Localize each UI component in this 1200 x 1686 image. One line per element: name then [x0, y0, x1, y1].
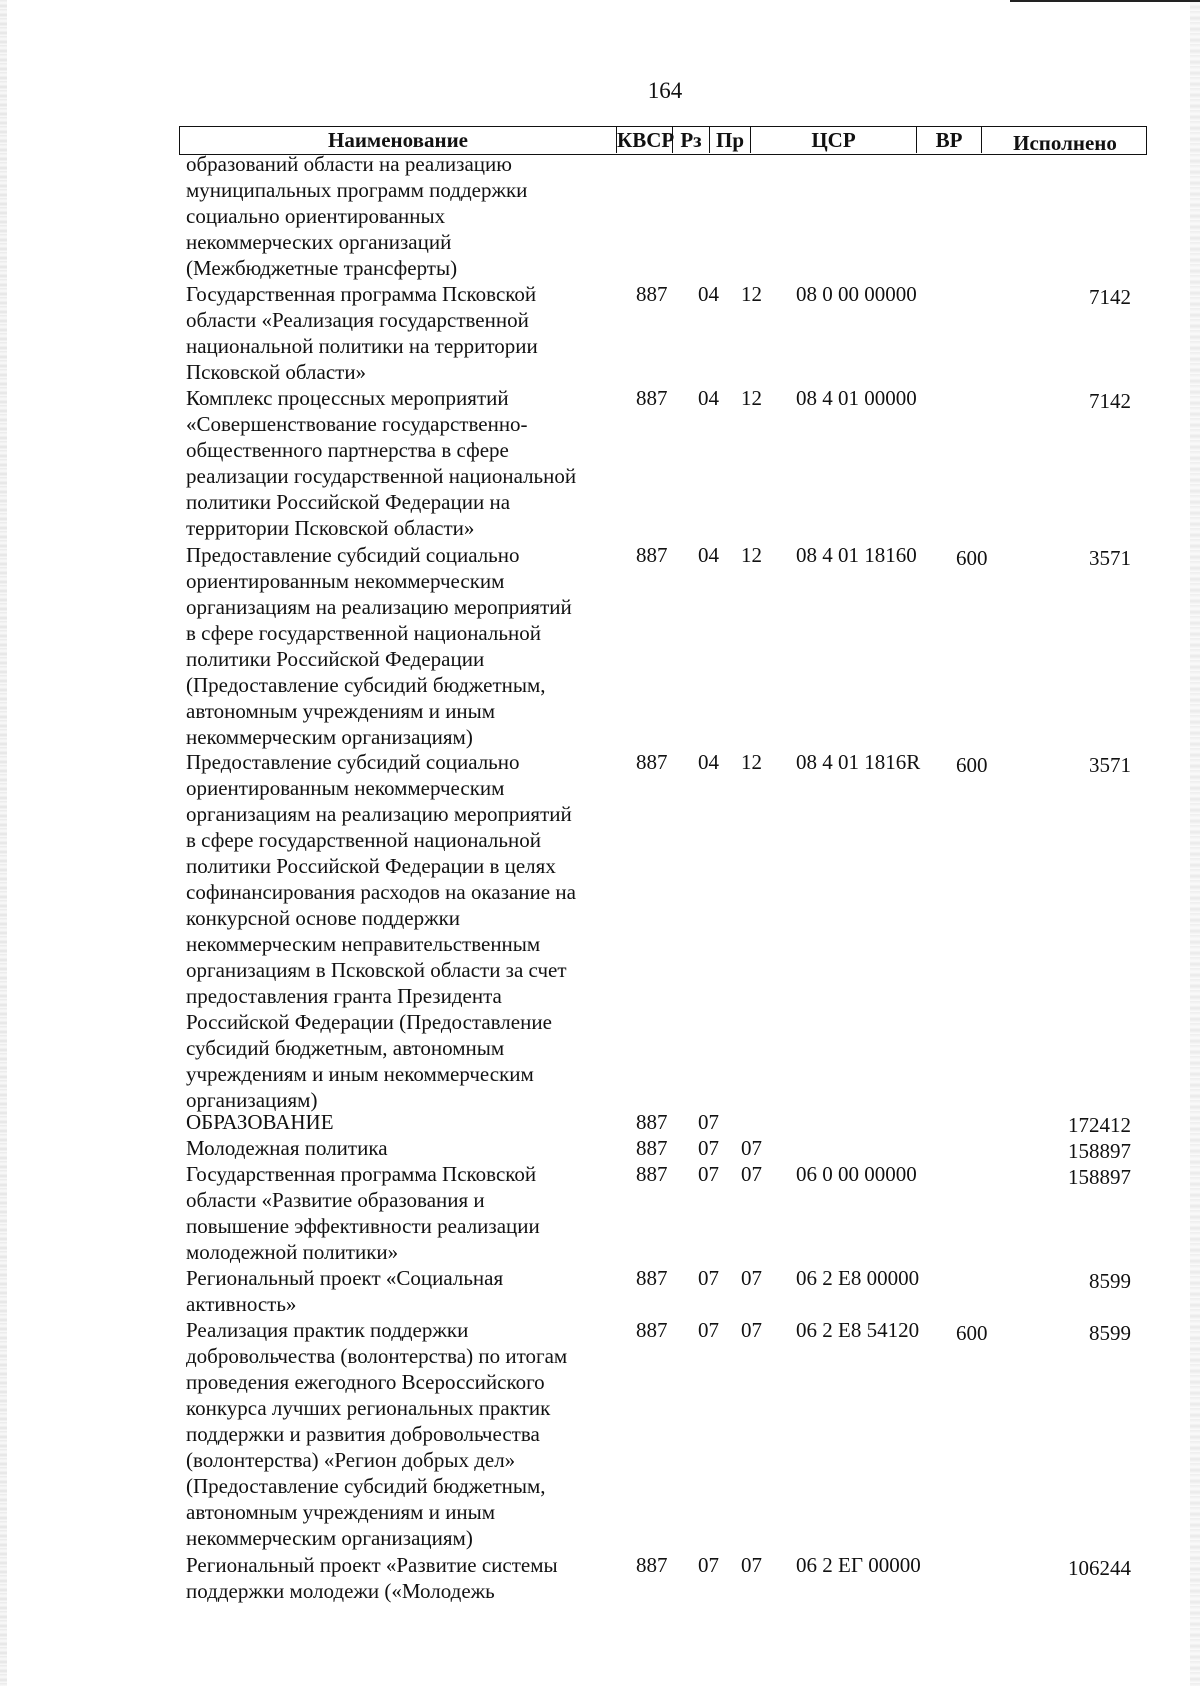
row-executed: 7142: [1089, 389, 1131, 413]
row-executed: 3571: [1089, 753, 1131, 777]
row-executed: 172412: [1068, 1113, 1131, 1137]
row-pr: 07: [741, 1553, 762, 1577]
header-kvsr: КВСР: [617, 128, 675, 152]
row-name: [186, 1161, 606, 1265]
row-name-line: конкурса лучших региональных практик: [186, 1396, 551, 1420]
row-rz: 04: [698, 543, 719, 567]
row-name-line: активность»: [186, 1292, 297, 1316]
row-name-line: ориентированным некоммерческим: [186, 569, 505, 593]
row-name-line: политики Российской Федерации в целях: [186, 854, 556, 878]
row-rz: 07: [698, 1318, 719, 1342]
row-executed: 106244: [1068, 1556, 1131, 1580]
row-name-line: Предоставление субсидий социально: [186, 750, 520, 774]
row-kvsr: 887: [636, 1162, 668, 1186]
row-pr: 12: [741, 750, 762, 774]
row-executed: 7142: [1089, 285, 1131, 309]
row-name-line: Комплекс процессных мероприятий: [186, 386, 509, 410]
row-pr: 07: [741, 1162, 762, 1186]
row-csr: 06 2 ЕГ 00000: [796, 1553, 921, 1577]
row-kvsr: 887: [636, 750, 668, 774]
row-name-line: субсидий бюджетным, автономным: [186, 1036, 505, 1060]
row-csr: 06 2 Е8 54120: [796, 1318, 920, 1342]
row-rz: 07: [698, 1136, 719, 1160]
row-executed: 3571: [1089, 546, 1131, 570]
row-name-line: (волонтерства) «Регион добрых дел»: [186, 1448, 516, 1472]
row-name: [186, 542, 606, 750]
row-rz: 04: [698, 282, 719, 306]
row-name-line: образований области на реализацию: [186, 152, 512, 176]
row-name-line: повышение эффективности реализации: [186, 1214, 540, 1238]
row-name: [186, 1317, 606, 1551]
row-name-line: области «Реализация государственной: [186, 308, 529, 332]
row-pr: 12: [741, 386, 762, 410]
row-name: [186, 1552, 606, 1604]
row-pr: 07: [741, 1266, 762, 1290]
row-name-line: ориентированным некоммерческим: [186, 776, 505, 800]
row-name-line: автономным учреждениям и иным: [186, 1500, 496, 1524]
header-rz: Рз: [673, 127, 710, 153]
row-name-line: автономным учреждениям и иным: [186, 699, 496, 723]
row-kvsr: 887: [636, 1318, 668, 1342]
row-csr: 08 4 01 1816R: [796, 750, 921, 774]
row-name-line: Молодежная политика: [186, 1136, 388, 1160]
header-csr: ЦСР: [751, 127, 917, 153]
row-executed: 158897: [1068, 1165, 1131, 1189]
row-name-line: конкурсной основе поддержки: [186, 906, 461, 930]
row-vr: 600: [956, 1321, 988, 1345]
row-name-line: муниципальных программ поддержки: [186, 178, 528, 202]
row-name: [186, 281, 606, 385]
row-name-line: предоставления гранта Президента: [186, 984, 502, 1008]
header-executed: Исполнено: [1013, 131, 1117, 155]
row-name-line: социально ориентированных: [186, 204, 446, 228]
row-name-line: некоммерческим организациям): [186, 1526, 473, 1550]
row-name: [186, 749, 606, 1113]
row-name-line: поддержки молодежи («Молодежь: [186, 1579, 495, 1603]
row-name-line: организациям на реализацию мероприятий: [186, 595, 572, 619]
row-rz: 04: [698, 750, 719, 774]
row-csr: 08 0 00 00000: [796, 282, 917, 306]
row-kvsr: 887: [636, 1553, 668, 1577]
row-name: [186, 151, 606, 281]
row-name-line: добровольчества (волонтерства) по итогам: [186, 1344, 568, 1368]
row-name-line: некоммерческих организаций: [186, 230, 452, 254]
scan-top-line: [1010, 0, 1200, 2]
header-vr: ВР: [917, 127, 982, 153]
row-kvsr: 887: [636, 1110, 668, 1134]
row-csr: 06 0 00 00000: [796, 1162, 917, 1186]
row-kvsr: 887: [636, 1136, 668, 1160]
page-number: 164: [647, 78, 683, 103]
row-name-line: Псковской области»: [186, 360, 367, 384]
row-executed: 158897: [1068, 1139, 1131, 1163]
row-name-line: политики Российской Федерации на: [186, 490, 511, 514]
row-rz: 07: [698, 1266, 719, 1290]
row-kvsr: 887: [636, 543, 668, 567]
row-name-line: Государственная программа Псковской: [186, 1162, 537, 1186]
row-name-line: в сфере государственной национальной: [186, 828, 541, 852]
row-name-line: (Предоставление субсидий бюджетным,: [186, 673, 546, 697]
row-name-line: (Предоставление субсидий бюджетным,: [186, 1474, 546, 1498]
row-name-line: организациям на реализацию мероприятий: [186, 802, 572, 826]
row-name: [186, 385, 606, 541]
row-name-line: территории Псковской области»: [186, 516, 475, 540]
row-name-line: софинансирования расходов на оказание на: [186, 880, 576, 904]
row-rz: 07: [698, 1553, 719, 1577]
row-name-line: «Совершенствование государственно-: [186, 412, 528, 436]
row-name-line: Региональный проект «Развитие системы: [186, 1553, 558, 1577]
row-pr: 12: [741, 543, 762, 567]
row-name-line: Российской Федерации (Предоставление: [186, 1010, 552, 1034]
row-name-line: молодежной политики»: [186, 1240, 399, 1264]
row-rz: 07: [698, 1162, 719, 1186]
row-name-line: организациям в Псковской области за счет: [186, 958, 567, 982]
row-executed: 8599: [1089, 1269, 1131, 1293]
scan-edge-right: [1190, 0, 1200, 1686]
row-name-line: общественного партнерства в сфере: [186, 438, 509, 462]
row-name-line: политики Российской Федерации: [186, 647, 485, 671]
row-kvsr: 887: [636, 1266, 668, 1290]
row-pr: 12: [741, 282, 762, 306]
row-name-line: Предоставление субсидий социально: [186, 543, 520, 567]
row-rz: 04: [698, 386, 719, 410]
row-csr: 08 4 01 00000: [796, 386, 917, 410]
row-name-line: Региональный проект «Социальная: [186, 1266, 504, 1290]
row-name-line: национальной политики на территории: [186, 334, 538, 358]
row-vr: 600: [956, 546, 988, 570]
row-csr: 08 4 01 18160: [796, 543, 917, 567]
row-pr: 07: [741, 1318, 762, 1342]
row-name-line: реализации государственной национальной: [186, 464, 577, 488]
row-name: [186, 1109, 606, 1135]
row-executed: 8599: [1089, 1321, 1131, 1345]
header-name: Наименование: [180, 127, 617, 153]
row-name-line: поддержки и развития добровольчества: [186, 1422, 540, 1446]
row-name-line: ОБРАЗОВАНИЕ: [186, 1110, 334, 1134]
row-kvsr: 887: [636, 386, 668, 410]
row-name-line: (Межбюджетные трансферты): [186, 256, 458, 280]
row-vr: 600: [956, 753, 988, 777]
row-name: [186, 1135, 606, 1161]
header-pr: Пр: [710, 127, 751, 153]
row-name-line: организациям): [186, 1088, 318, 1112]
row-pr: 07: [741, 1136, 762, 1160]
row-rz: 07: [698, 1110, 719, 1134]
row-csr: 06 2 Е8 00000: [796, 1266, 920, 1290]
row-kvsr: 887: [636, 282, 668, 306]
row-name: [186, 1265, 606, 1317]
row-name-line: некоммерческим неправительственным: [186, 932, 541, 956]
row-name-line: Реализация практик поддержки: [186, 1318, 469, 1342]
row-name-line: учреждениям и иным некоммерческим: [186, 1062, 534, 1086]
row-name-line: проведения ежегодного Всероссийского: [186, 1370, 545, 1394]
scan-edge-left: [0, 0, 7, 1686]
row-name-line: Государственная программа Псковской: [186, 282, 537, 306]
row-name-line: некоммерческим организациям): [186, 725, 473, 749]
row-name-line: области «Развитие образования и: [186, 1188, 485, 1212]
row-name-line: в сфере государственной национальной: [186, 621, 541, 645]
